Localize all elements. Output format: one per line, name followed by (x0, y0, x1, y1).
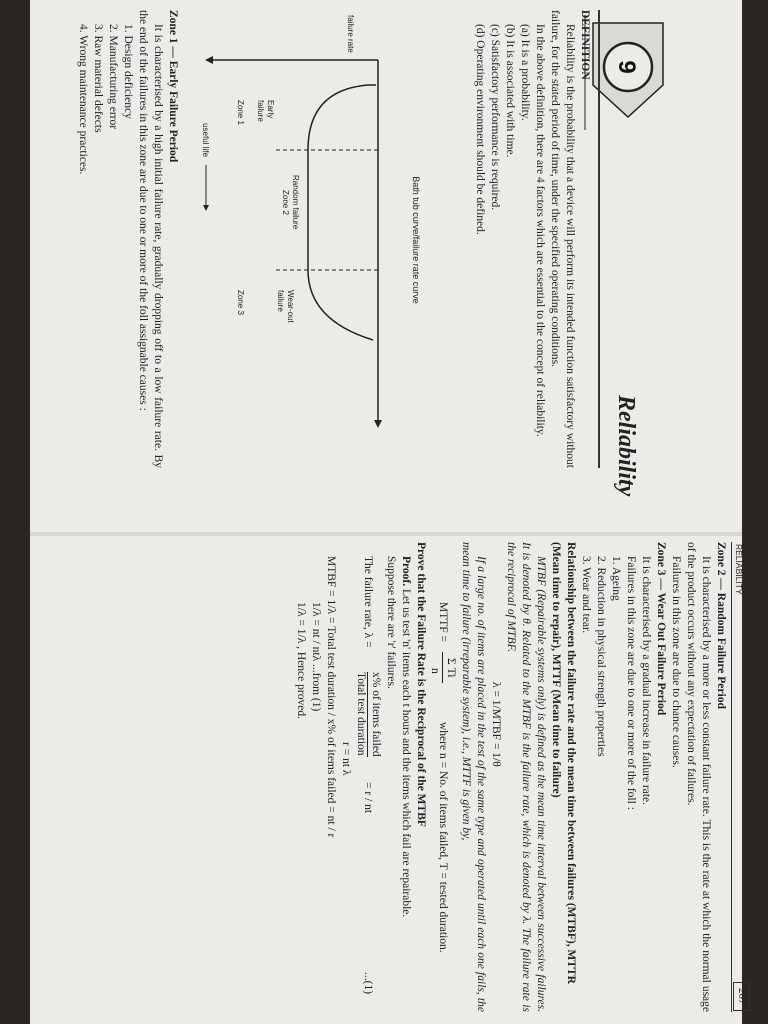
zone3-paragraph: It is characterised by a gradual increase in failure rate. (640, 556, 652, 806)
mttf-denominator: n (429, 668, 441, 674)
title-rule (598, 10, 600, 468)
zone1-heading: Zone 1 — Early Failure Period (167, 10, 179, 163)
wearout-failure-label: Wear-out (286, 290, 295, 323)
factor-item: (c) Satisfactory performance is required. (489, 24, 501, 211)
cause-item: 1. Ageing (610, 556, 622, 601)
zone2-heading: Zone 2 — Random Failure Period (715, 542, 727, 709)
svg-text:failure: failure (256, 100, 265, 122)
mttf-paragraph: If a large no. of items are placed in the test of the same type and operated until each one fails, the mean time to failure (irreparable system), i.e., MTTF is given by, (460, 542, 487, 1012)
cause-item: 3. Raw material defects (92, 24, 104, 133)
mttf-numerator: Σ Ti (442, 652, 458, 683)
proof-paragraph: Proof. Let us test 'n' items each t hours and the items which fail are repairable. (400, 556, 412, 918)
chapter-number: 9 (613, 60, 640, 74)
definition-paragraph: Reliability is the probability that a device will perform its intended function satisfactory without failure, for the stated period of time, under the specified operating conditions. (549, 10, 576, 468)
mtbf-equation: MTBF = 1/λ = Total test duration / x% of items failed = nt / r (325, 556, 337, 838)
zone1-paragraph: It is characterised by a high initial failure rate, gradually dropping off to a low failure rate. By the end of the failures in this zone are due to one or more of the foll assignable causes : (137, 10, 164, 468)
factor-item: (d) Operating environment should be defined. (474, 24, 486, 235)
proof-label: Proof. (400, 556, 412, 587)
failure-rate-equation: The failure rate, λ = x% of items failed Total test duration = r / nt ...(1) (355, 556, 382, 995)
right-page (0, 532, 768, 1024)
cause-item: 4. Wrong maintenance practices. (77, 24, 89, 175)
cause-item: 2. Reduction in physical strength properties (595, 556, 607, 757)
suppose-line: Suppose there are 'r' failures. (385, 556, 397, 689)
svg-text:failure: failure (276, 290, 285, 312)
head-rule (731, 542, 732, 1012)
zone3-causes-list (578, 542, 623, 1012)
factor-item: (a) It is a probability. (519, 24, 531, 121)
chapter-title: Reliability (613, 395, 639, 497)
y-axis-label: failure rate (346, 15, 355, 53)
zone3-label: Zone 3 (236, 290, 245, 315)
factor-item: (b) It is associated with time. (504, 24, 516, 158)
bathtub-curve-diagram (188, 0, 448, 470)
zone2-label: Zone 2 (281, 190, 290, 215)
diagram-title: Bath tub curve/failure rate curve (411, 176, 421, 304)
page-number: 207 (733, 982, 750, 1011)
equation-reference: ...(1) (362, 972, 374, 995)
cause-item: 1. Design deficiency (122, 24, 134, 119)
cause-item: 3. Wear and tear. (580, 556, 592, 634)
left-page (0, 0, 768, 497)
zone1-label: Zone 1 (236, 100, 245, 125)
x-axis-label: useful life (201, 123, 210, 157)
from1-equation: 1/λ = nt / ntλ ...from (1) (310, 602, 322, 712)
cause-item: 2. Manufacturing error (107, 24, 119, 130)
factors-list (472, 10, 532, 468)
relationship-heading: Relationship between the failure rate and the mean time between failures (MTBF), MTTR (Mean time to repair), MTTF (Mean time to failure) (550, 542, 577, 984)
prove-heading: Prove that the Failure Rate is the Reciprocal of the MTBF (415, 542, 427, 827)
relationship-paragraph: MTBF (Repairable systems only) is defined as the mean time interval between successive failures. It is denoted by θ. Related to the MTBF is the failure rate, which is denoted by λ. The failure rate is the reciprocal of MTBF. (505, 542, 547, 1012)
definition-heading: DEFINITION (579, 10, 591, 80)
zone2-paragraph: It is characterised by a more or less constant failure rate. This is the rate at which the normal usage of the product occurs without any expectation of failures. (685, 542, 712, 1012)
mttf-where: where n = No. of items failed, T = tested duration. (437, 722, 449, 953)
bathtub-curve (308, 85, 376, 340)
early-failure-label: Early (266, 100, 275, 119)
random-failure-label: Random failure (291, 175, 300, 230)
zone3-heading: Zone 3 — Wear Out Failure Period (655, 542, 667, 716)
zone1-causes-list (75, 10, 135, 468)
lambda-equation: λ = 1/MTBF = 1/θ (490, 682, 502, 767)
running-head: RELIABILITY (734, 544, 744, 595)
r-equation: r = nt λ (340, 742, 352, 776)
factors-intro: In the above definition, there are 4 factors which are essential to the concept of reliability. (534, 24, 546, 437)
chapter-badge (583, 15, 673, 130)
zone2-paragraph-2: Failures in this zone are due to chance causes. (670, 556, 682, 768)
final-equation: 1/λ = 1/λ , Hence proved. (295, 602, 307, 719)
mttf-equation: MTTF = Σ Ti n where n = No. of items failed, T = tested duration. (429, 602, 457, 953)
zone3-paragraph-2: Failures in this zone are due to one or more of the foll : (625, 556, 637, 810)
